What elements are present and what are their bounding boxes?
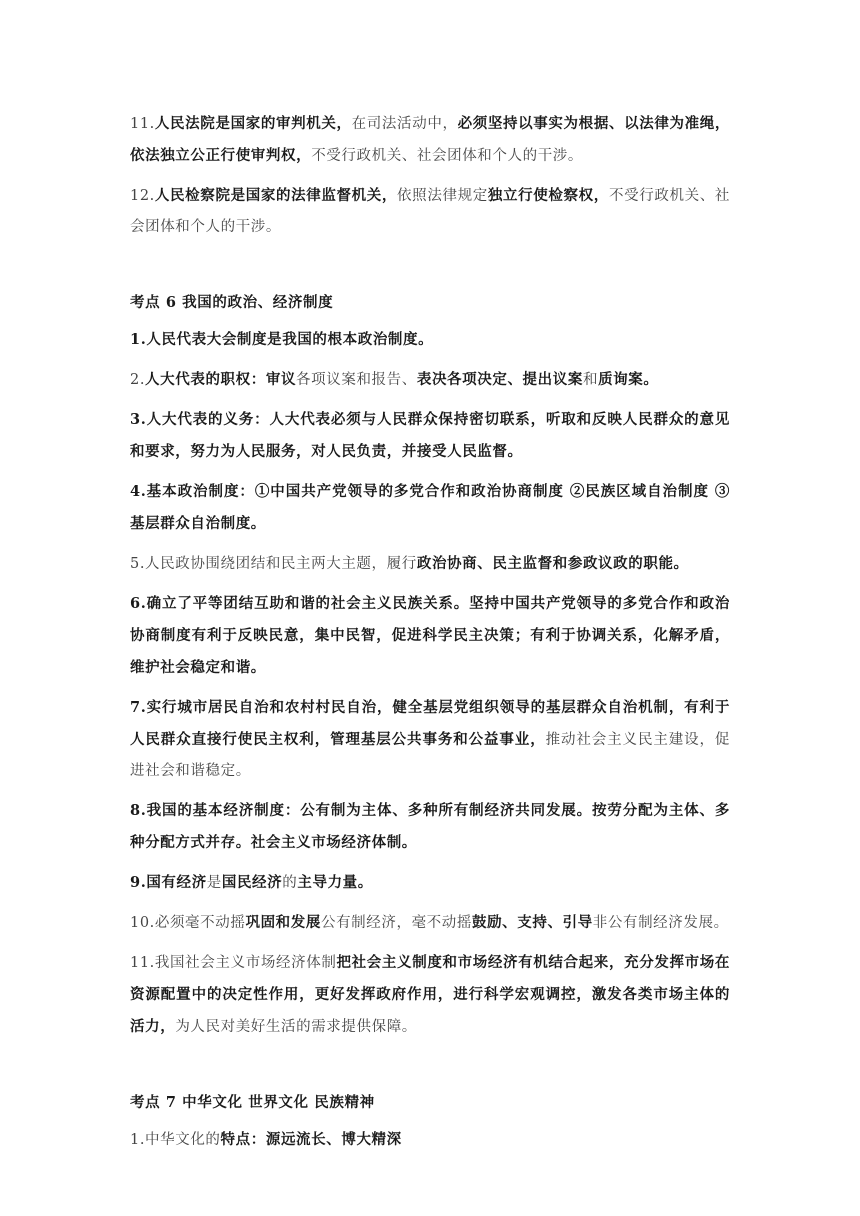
bold-text-run: 独立行使检察权， <box>487 187 609 204</box>
bold-text-run: 必须坚持以事实为根据、以法律为准绳，依法独立公正行使审判权， <box>130 115 730 164</box>
bold-text-run: 9.国有经济 <box>130 874 207 891</box>
bold-text-run: 人民法院是国家的审判机关， <box>154 115 352 132</box>
text-run: 11.我国社会主义市场经济体制 <box>130 955 337 971</box>
bold-text-run: 质询案。 <box>598 371 659 388</box>
list-item <box>130 108 730 172</box>
bold-text-run: 国民经济 <box>221 874 283 891</box>
list-item <box>130 907 730 939</box>
list-item <box>130 588 730 684</box>
list-item <box>130 1124 730 1156</box>
bold-text-run: 人大代表的职权：审议 <box>145 371 297 388</box>
bold-text-run: 1.人民代表大会制度是我国的根本政治制度。 <box>130 331 434 348</box>
text-run: 和 <box>582 372 599 388</box>
bold-text-run: 4.基本政治制度：①中国共产党领导的多党合作和政治协商制度 ②民族区域自治制度 ③基层群众自治制度。 <box>130 483 730 532</box>
text-run: 在司法活动中， <box>351 116 458 132</box>
list-item <box>130 795 730 859</box>
text-run: 12. <box>130 188 155 204</box>
bold-text-run: 把社会主义制度和市场经济有机结合起来，充分发挥市场在资源配置中的决定性作用，更好发挥政府作用，进行科学宏观调控，激发各类市场主体的活力， <box>130 954 730 1035</box>
document-page <box>130 108 730 1164</box>
section-heading: 考点 6 我国的政治、经济制度 <box>130 294 334 311</box>
list-item <box>130 548 730 580</box>
list-item <box>130 404 730 468</box>
bold-text-run: 表决各项决定、提出议案 <box>416 371 583 388</box>
bold-text-run: 3.人大代表的义务：人大代表必须与人民群众保持密切联系，听取和反映人民群众的意见和要求，努力为人民服务，对人民负责，并接受人民监督。 <box>130 411 730 460</box>
bold-text-run: 8.我国的基本经济制度：公有制为主体、多种所有制经济共同发展。按劳分配为主体、多种分配方式并存。社会主义市场经济体制。 <box>130 802 730 851</box>
bold-text-run: 主导力量。 <box>297 874 373 891</box>
list-item <box>130 180 730 243</box>
bold-text-run: 人民检察院是国家的法律监督机关， <box>154 187 398 204</box>
bold-text-run: 鼓励、支持、引导 <box>471 914 593 931</box>
text-run: 非公有制经济发展。 <box>592 915 729 931</box>
text-run: 各项议案和报告、 <box>296 372 417 388</box>
list-item <box>130 364 730 396</box>
text-run: 2. <box>130 372 146 388</box>
list-item <box>130 476 730 540</box>
bold-text-run: 特点：源远流长、博大精深 <box>220 1131 402 1148</box>
list-item <box>130 947 730 1043</box>
section-heading: 考点 7 中华文化 世界文化 民族精神 <box>130 1094 375 1111</box>
text-run: 不受行政机关、社会团体和个人的干涉。 <box>130 188 730 235</box>
text-run: 推动社会主义民主建设，促进社会和谐稳定。 <box>130 732 731 779</box>
text-run: 10.必须毫不动摇 <box>130 915 246 931</box>
list-item <box>130 692 730 787</box>
text-run: 依照法律规定 <box>397 188 488 204</box>
text-run: 1.中华文化的 <box>130 1132 221 1148</box>
bold-text-run: 6.确立了平等团结互助和谐的社会主义民族关系。坚持中国共产党领导的多党合作和政治协商制度有利于反映民意，集中民智，促进科学民主决策；有利于协调关系，化解矛盾，维护社会稳定和谐。 <box>130 595 730 676</box>
text-run: 是 <box>206 875 222 891</box>
bold-text-run: 政治协商、民主监督和参政议政的职能。 <box>416 555 689 572</box>
text-run: 的 <box>282 875 298 891</box>
text-run: 11. <box>130 116 155 132</box>
text-run: 不受行政机关、社会团体和个人的干涉。 <box>311 148 584 164</box>
text-run: 为人民对美好生活的需求提供保障。 <box>175 1019 417 1035</box>
text-run: 5.人民政协围绕团结和民主两大主题，履行 <box>130 556 417 572</box>
bold-text-run: 7.实行城市居民自治和农村村民自治，健全基层党组织领导的基层群众自治机制，有利于人民群众直接行使民主权利，管理基层公共事务和公益事业， <box>130 699 730 748</box>
list-item <box>130 324 730 356</box>
list-item <box>130 867 730 899</box>
bold-text-run: 巩固和发展 <box>245 914 321 931</box>
text-run: 公有制经济，毫不动摇 <box>320 915 472 931</box>
